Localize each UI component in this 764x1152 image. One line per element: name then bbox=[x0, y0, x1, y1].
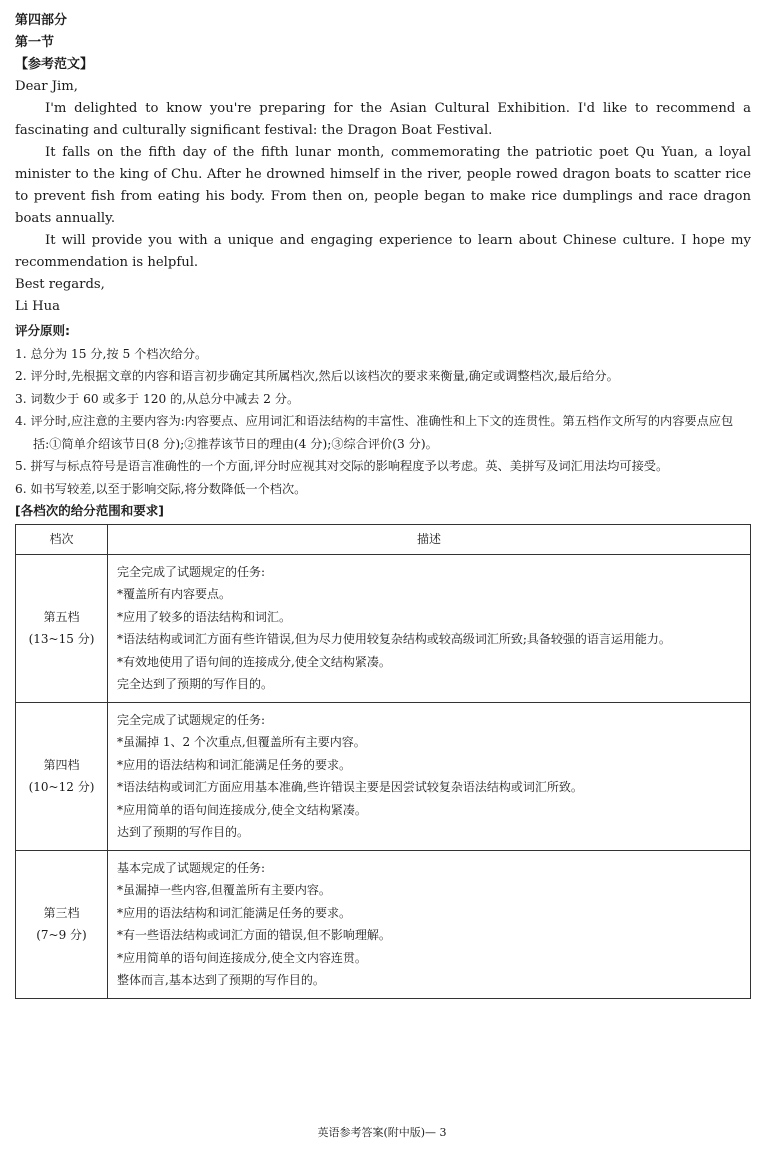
description-cell bbox=[108, 554, 751, 702]
description-line: *应用简单的语句间连接成分,使全文内容连贯。 bbox=[117, 950, 367, 965]
level-name: 第四档 bbox=[43, 757, 80, 772]
description-line: *虽漏掉一些内容,但覆盖所有主要内容。 bbox=[117, 883, 331, 897]
description-line: *有一些语法结构或词汇方面的错误,但不影响理解。 bbox=[117, 928, 391, 942]
level-range: (10~12 分) bbox=[28, 780, 95, 794]
description-line: *应用的语法结构和词汇能满足任务的要求。 bbox=[117, 905, 352, 920]
rule-item: 1. 总分为 15 分,按 5 个档次给分。 bbox=[15, 346, 208, 361]
level-name: 第三档 bbox=[43, 905, 80, 920]
description-cell bbox=[108, 702, 751, 850]
sample-label: 【参考范文】 bbox=[15, 57, 94, 72]
table-title: [各档次的给分范围和要求] bbox=[15, 503, 164, 518]
header-description: 描述 bbox=[108, 524, 751, 554]
rule-item: 6. 如书写较差,以至于影响交际,将分数降低一个档次。 bbox=[15, 481, 307, 496]
page-content bbox=[15, 10, 751, 999]
letter-paragraph: It will provide you with a unique and engaging experience to learn about Chinese culture. I hope my recommendation is helpful. bbox=[15, 233, 751, 270]
description-line: 完全完成了试题规定的任务: bbox=[117, 712, 266, 727]
level-name: 第五档 bbox=[43, 609, 80, 624]
section-heading: 第四部分 bbox=[15, 13, 68, 28]
description-line: *应用的语法结构和词汇能满足任务的要求。 bbox=[117, 757, 352, 772]
grading-table bbox=[15, 524, 751, 999]
rule-item: 2. 评分时,先根据文章的内容和语言初步确定其所属档次,然后以该档次的要求来衡量,确定或调整档次,最后给分。 bbox=[15, 369, 619, 383]
page-footer: 英语参考答案(附中版)— 3 bbox=[317, 1126, 447, 1139]
rules-title: 评分原则: bbox=[15, 323, 70, 338]
letter-closing: Best regards, bbox=[15, 277, 105, 292]
letter-signature: Li Hua bbox=[15, 299, 61, 314]
level-cell bbox=[16, 554, 108, 702]
table-row bbox=[16, 850, 751, 998]
scoring-rules bbox=[15, 320, 751, 523]
letter-paragraph: It falls on the fifth day of the fifth lunar month, commemorating the patriotic poet Qu Yuan, a loyal minister to the king of Chu. After he drowned himself in the river, people rowed dragon boats to scatter rice to prevent fish from eating his body. From then on, people began to make rice dumplings and race dragon boats annually. bbox=[15, 145, 751, 226]
table-row bbox=[16, 702, 751, 850]
description-line: 整体而言,基本达到了预期的写作目的。 bbox=[117, 973, 325, 987]
rule-item: 5. 拼写与标点符号是语言准确性的一个方面,评分时应视其对交际的影响程度予以考虑。英、美拼写及词汇用法均可接受。 bbox=[15, 459, 669, 473]
description-line: 完全完成了试题规定的任务: bbox=[117, 564, 266, 579]
description-cell bbox=[108, 850, 751, 998]
description-line: 完全达到了预期的写作目的。 bbox=[117, 677, 274, 691]
description-line: *覆盖所有内容要点。 bbox=[117, 587, 232, 601]
level-range: (7~9 分) bbox=[36, 928, 87, 942]
letter-paragraph: I'm delighted to know you're preparing for the Asian Cultural Exhibition. I'd like to recommend a fascinating and culturally significant festival: the Dragon Boat Festival. bbox=[15, 101, 751, 138]
description-line: *有效地使用了语句间的连接成分,使全文结构紧凑。 bbox=[117, 654, 391, 669]
table-row bbox=[16, 554, 751, 702]
description-line: *应用简单的语句间连接成分,使全文结构紧凑。 bbox=[117, 802, 367, 817]
rule-item: 3. 词数少于 60 或多于 120 的,从总分中减去 2 分。 bbox=[15, 391, 300, 406]
description-line: 达到了预期的写作目的。 bbox=[117, 825, 250, 839]
rule-item: 4. 评分时,应注意的主要内容为:内容要点、应用词汇和语法结构的丰富性、准确性和上下文的连贯性。第五档作文所写的内容要点应包括:①简单介绍该节日(8 分);②推荐该节日的理由(4 分);③综合评价(3 分)。 bbox=[15, 414, 734, 451]
letter-greeting: Dear Jim, bbox=[15, 79, 78, 94]
description-line: *语法结构或词汇方面有些许错误,但为尽力使用较复杂结构或较高级词汇所致;具备较强的语言运用能力。 bbox=[117, 632, 671, 646]
description-line: *语法结构或词汇方面应用基本准确,些许错误主要是因尝试较复杂语法结构或词汇所致。 bbox=[117, 780, 583, 794]
description-line: *虽漏掉 1、2 个次重点,但覆盖所有主要内容。 bbox=[117, 735, 366, 749]
table-header-row bbox=[16, 524, 751, 554]
header-level: 档次 bbox=[16, 524, 108, 554]
description-line: *应用了较多的语法结构和词汇。 bbox=[117, 609, 292, 624]
level-range: (13~15 分) bbox=[28, 632, 95, 646]
level-cell bbox=[16, 850, 108, 998]
description-line: 基本完成了试题规定的任务: bbox=[117, 860, 266, 875]
level-cell bbox=[16, 702, 108, 850]
subsection-heading: 第一节 bbox=[15, 35, 55, 50]
sample-letter bbox=[15, 76, 751, 318]
